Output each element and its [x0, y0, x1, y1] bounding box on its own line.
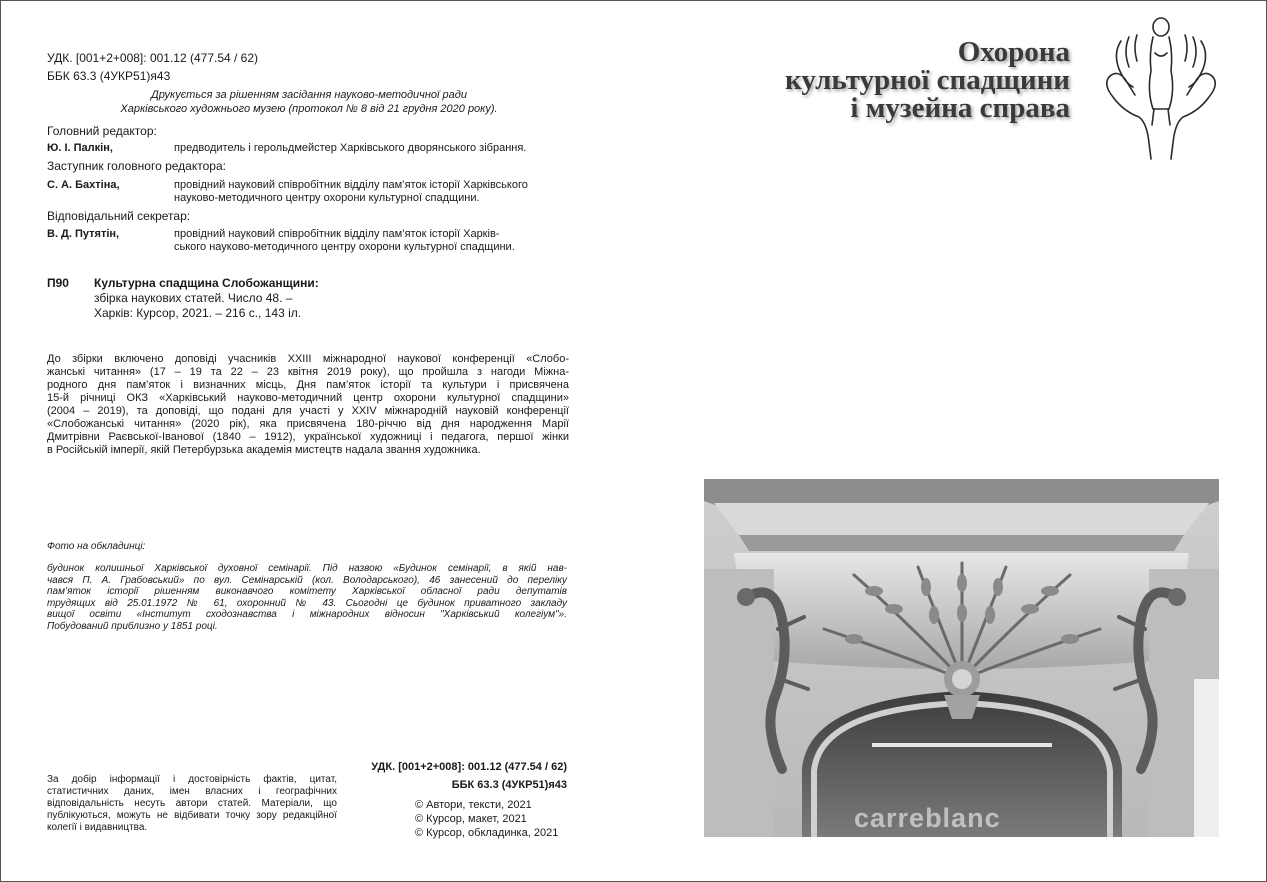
chief-editor-desc: предводитель і герольдмейстер Харківського дворянського зібрання. [174, 142, 527, 154]
disclaimer-line: колегії і видавництва. [47, 822, 148, 833]
deputy-editor-label: Заступник головного редактора: [47, 159, 226, 173]
cover-photo-label: Фото на обкладинці: [47, 541, 146, 552]
print-note-line-1: Друкується за рішенням засідання науково-методичної ради [151, 89, 467, 101]
hands-holding-figure-icon [1099, 13, 1223, 161]
disclaimer-line: За добір інформації і достовірність фактів, цитат, [47, 774, 337, 785]
deputy-editor-desc-1: провідний науковий співробітник відділу пам’яток історії Харківського [174, 179, 528, 191]
caption-line: чався П. А. Грабовський» по вул. Семінарській (кол. Володарського), 46 занесений до переліку [47, 574, 567, 586]
print-note-line-2: Харківського художнього музею (протокол № 8 від 21 грудня 2020 року). [120, 103, 498, 115]
bottom-bbk-code: ББК 63.3 (4УКР51)я43 [451, 779, 567, 791]
disclaimer [47, 774, 337, 834]
caption-line: будинок колишньої Харківської духовної семінарії. Під назвою «Будинок семінарії, в якій нав- [47, 563, 567, 574]
secretary-name: В. Д. Путятін, [47, 228, 120, 240]
caption-line: пам’яток історії рішенням виконавчого комітету Харківської обласної ради депутатів [47, 586, 567, 597]
series-title-line-2: культурної спадщини [785, 64, 1070, 96]
abstract-line: в Російській імперії, якій Петербурзька академія мистецтв надала звання художника. [47, 444, 481, 456]
copyright-authors: © Автори, тексти, 2021 [415, 799, 532, 811]
catalog-line-3: Харків: Курсор, 2021. – 216 с., 143 іл. [94, 306, 302, 320]
storefront-sign: carreblanc [854, 803, 1001, 833]
abstract [47, 353, 569, 457]
caption-line: трудящих від 25.01.1972 № 61, охоронний № 43. Сьогодні це будинок приватного закладу [47, 597, 567, 609]
disclaimer-line: статистичних даних, імен власних і географічних [47, 786, 337, 797]
secretary-label: Відповідальний секретар: [47, 209, 191, 223]
bottom-udk-code: УДК. [001+2+008]: 001.12 (477.54 / 62) [371, 761, 567, 773]
abstract-line: родного дня пам’яток і визначних місць, Дня пам’яток історії та культури і присвячена [47, 379, 569, 391]
ornate-arch-photo [704, 479, 1219, 837]
secretary-desc-2: ського науково-методичного центру охорони культурної спадщини. [174, 241, 515, 253]
deputy-editor-desc-2: науково-методичного центру охорони культурної спадщини. [174, 192, 480, 204]
catalog-line-2: збірка наукових статей. Число 48. – [94, 291, 293, 305]
catalog-code: П90 [47, 276, 69, 290]
abstract-line: жанські читання» (17 – 19 та 22 – 23 квітня 2019 року), що пройшла з нагоди Міжна- [47, 366, 569, 378]
caption-line: Побудований приблизно у 1851 році. [47, 620, 218, 632]
catalog-title: Культурна спадщина Слобожанщини: [94, 276, 319, 290]
copyright-layout: © Курсор, макет, 2021 [415, 813, 527, 825]
chief-editor-label: Головний редактор: [47, 124, 157, 138]
abstract-line: До збірки включено доповіді учасників XXIII міжнародної наукової конференції «Слобо- [47, 353, 569, 365]
disclaimer-line: відповідальність несуть автори статей. Матеріали, що [47, 798, 337, 809]
disclaimer-line: публікуються, можуть не відбивати точку зору редакційної [47, 810, 337, 821]
deputy-editor-name: С. А. Бахтіна, [47, 179, 120, 191]
secretary-desc-1: провідний науковий співробітник відділу пам’яток історії Харків- [174, 228, 500, 240]
abstract-line: (2004 – 2019), та доповіді, що подані для участі у XXIV міжнародній науковій конференції [47, 405, 569, 417]
chief-editor-name: Ю. І. Палкін, [47, 142, 113, 154]
caption-line: вищої освіти «Інститут сходознавства і міжнародних відносин "Харківський колегіум"». [47, 609, 567, 620]
cover-photo-caption [47, 563, 567, 632]
copyright-cover: © Курсор, обкладинка, 2021 [415, 827, 559, 839]
abstract-line: «Слобожанські читання» (2020 рік), яка присвячена 180-річчю від дня народження Марії [47, 418, 569, 430]
series-title-line-1: Охорона [957, 36, 1070, 68]
abstract-line: Дмитрівни Раєвської-Іванової (1840 – 1912), української художниці і педагога, першої жінки [47, 431, 569, 443]
abstract-line: 15-й річниці ОКЗ «Харківський науково-методичний центр охорони культурної спадщини» [47, 392, 569, 404]
udk-code: УДК. [001+2+008]: 001.12 (477.54 / 62) [47, 51, 259, 65]
series-title-line-3: і музейна справа [850, 92, 1070, 124]
bbk-code: ББК 63.3 (4УКР51)я43 [47, 69, 171, 83]
